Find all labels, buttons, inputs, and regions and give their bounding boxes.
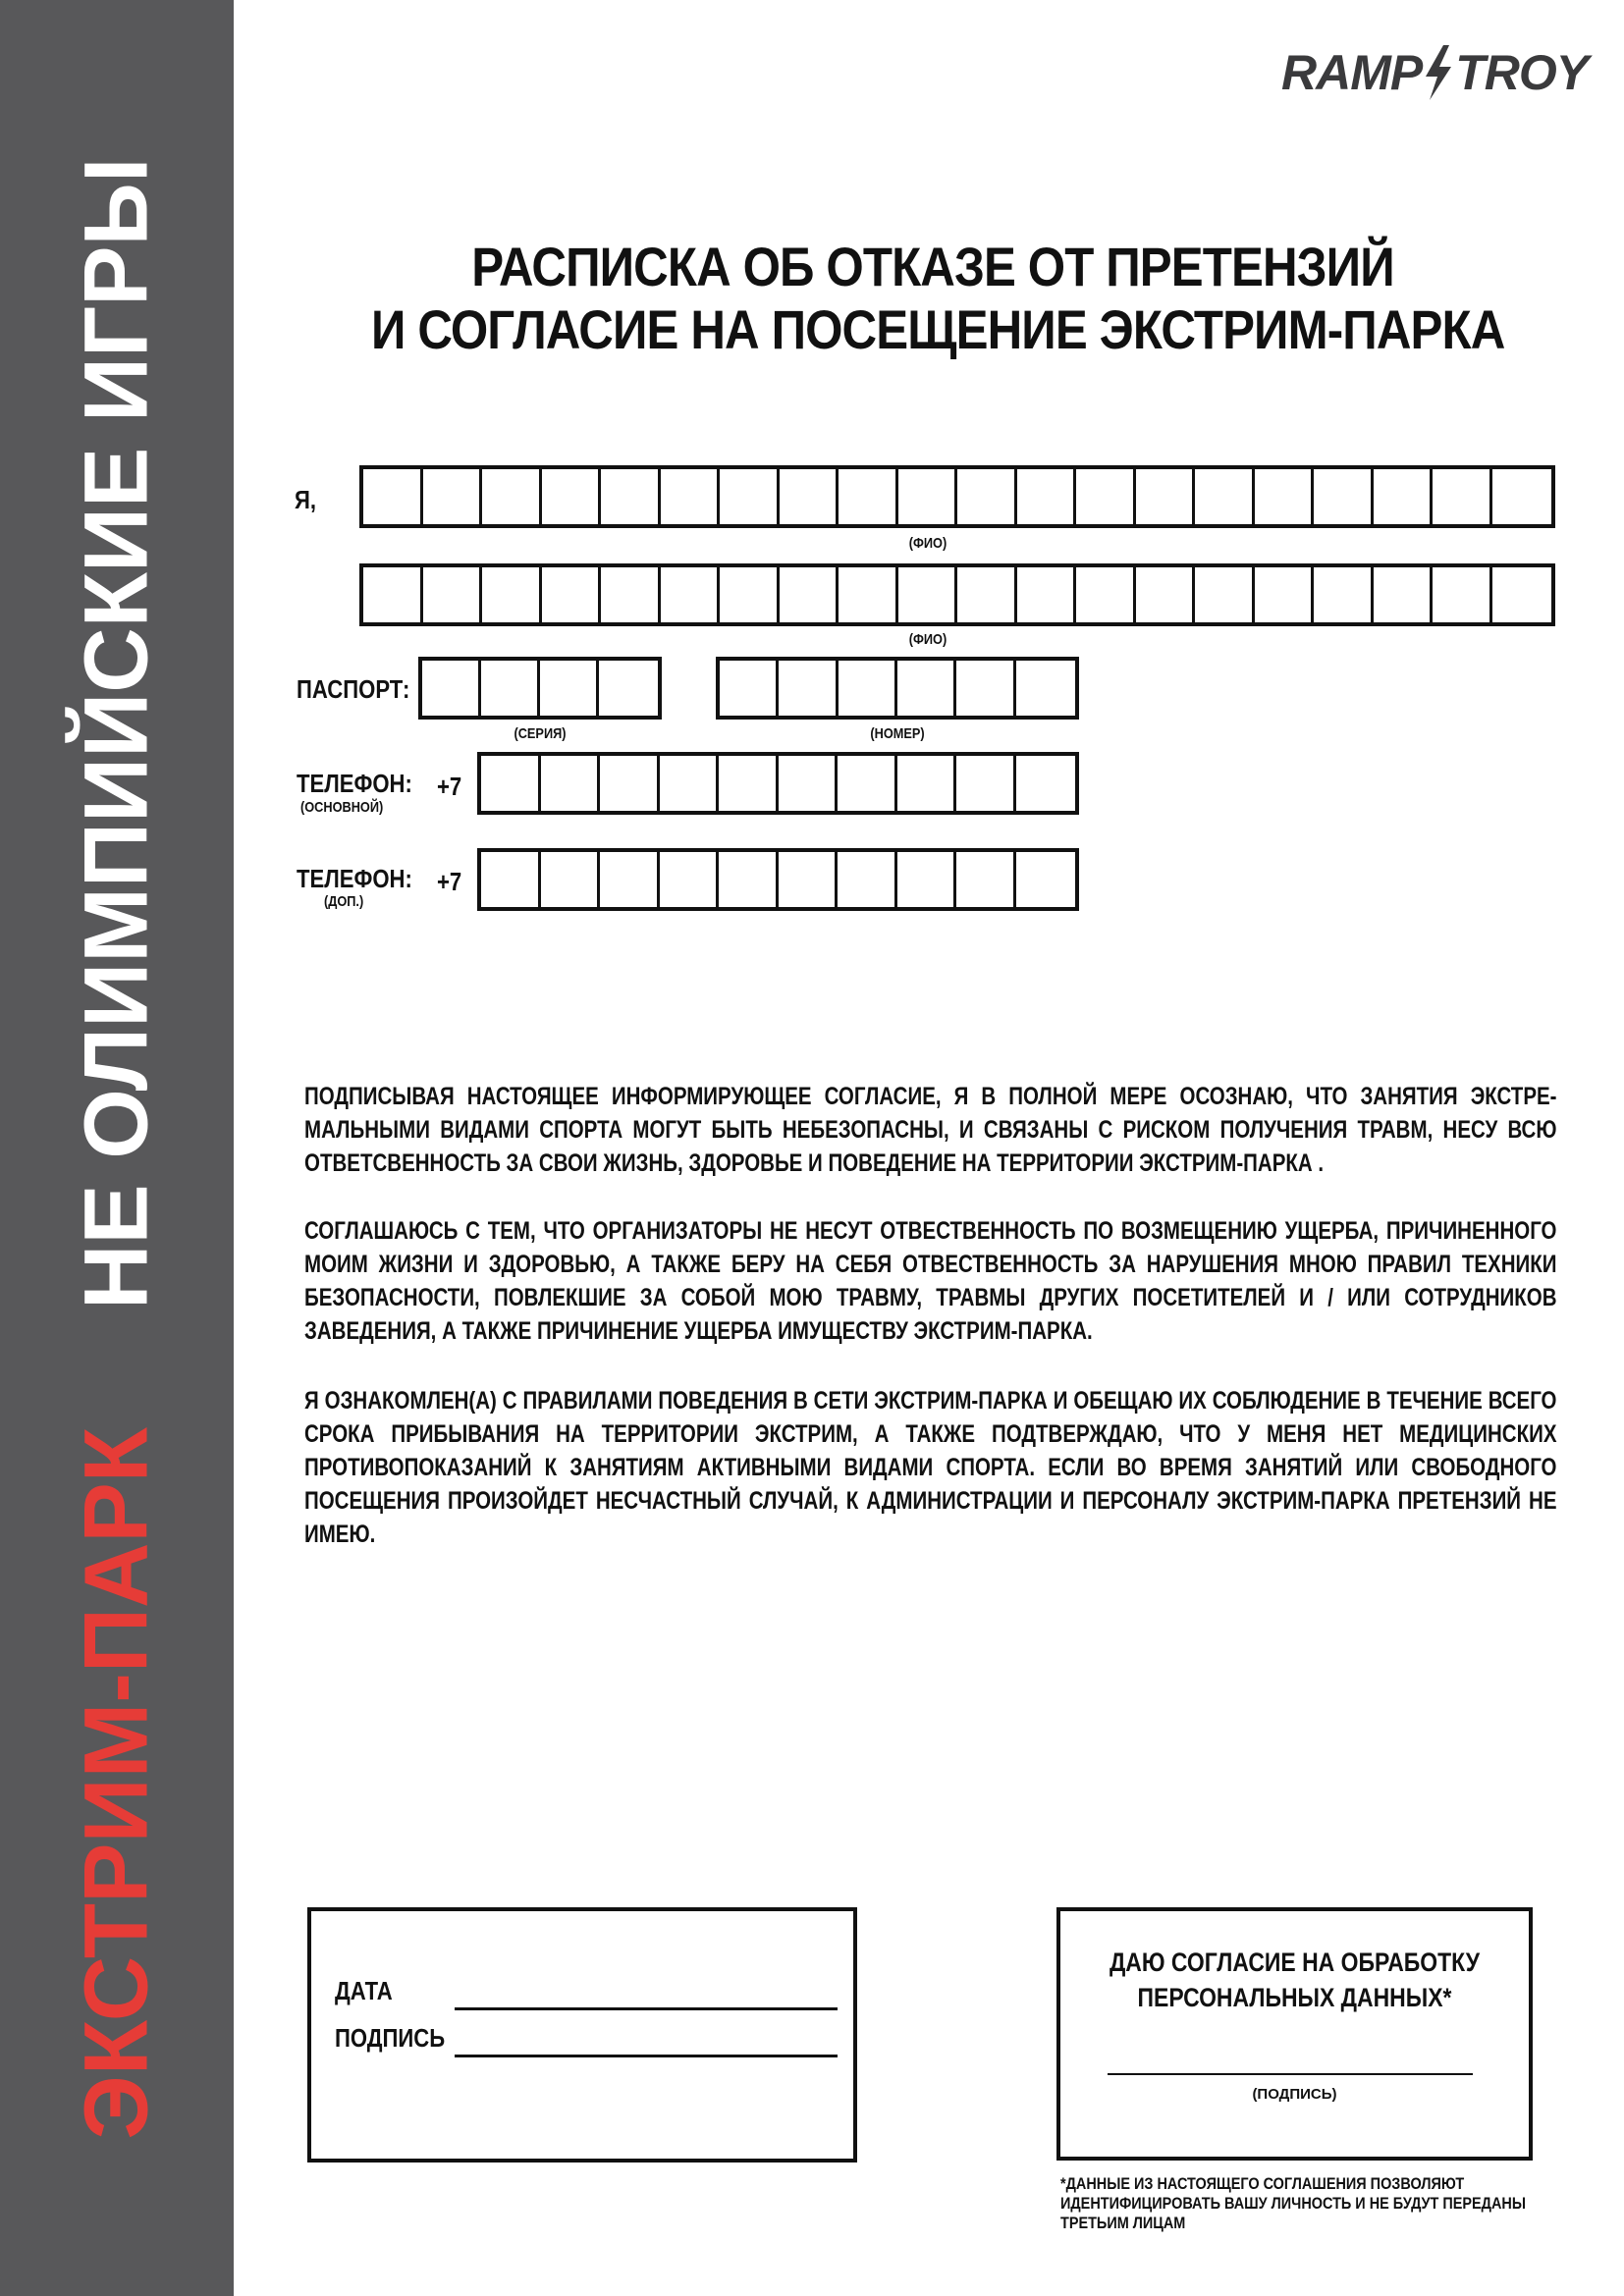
sidebar-text-red: ЭКСТРИМ-ПАРК <box>66 1427 167 2140</box>
logo <box>1281 43 1605 102</box>
phone-extra-sublabel: (ДОП.) <box>324 893 364 910</box>
sidebar-vertical-text <box>66 157 169 2139</box>
paragraph-2: СОГЛАШАЮСЬ С ТЕМ, ЧТО ОРГАНИЗАТОРЫ НЕ НЕСУТ ОТВЕСТВЕННОСТЬ ПО ВОЗМЕЩЕНИЮ УЩЕРБА, ПРИЧИНЕННОГО МОИМ ЖИЗНИ И ЗДОРОВЬЮ, А ТАКЖЕ БЕРУ НА СЕБЯ ОТВЕСТВЕННОСТЬ ЗА НАРУШЕНИЯ МНОЮ ПРАВИЛ ТЕХНИКИ БЕЗОПАСНОСТИ, ПОВЛЕКШИЕ ЗА СОБОЙ МОЮ ТРАВМУ, ТРАВМЫ ДРУГИХ ПОСЕТИТЕЛЕЙ И / ИЛИ СОТРУДНИКОВ ЗАВЕДЕНИЯ, А ТАКЖЕ ПРИЧИНЕНИЕ УЩЕРБА ИМУЩЕСТВУ ЭКСТРИМ-ПАРКА. <box>304 1217 1557 1345</box>
fio-input-row-1[interactable] <box>359 465 1555 528</box>
consent-box <box>1056 1907 1533 2161</box>
document-title <box>371 236 1505 361</box>
title-line-1: РАСПИСКА ОБ ОТКАЗЕ ОТ ПРЕТЕНЗИЙ <box>471 236 1394 297</box>
signature-box <box>307 1907 857 2163</box>
paragraph-3: Я ОЗНАКОМЛЕН(А) С ПРАВИЛАМИ ПОВЕДЕНИЯ В СЕТИ ЭКСТРИМ-ПАРКА И ОБЕЩАЮ ИХ СОБЛЮДЕНИЕ В ТЕЧЕНИЕ ВСЕГО СРОКА ПРИБЫВАНИЯ НА ТЕРРИТОРИИ ЭКСТРИМ, А ТАКЖЕ ПОДТВЕРЖДАЮ, ЧТО У МЕНЯ НЕТ МЕДИЦИНСКИХ ПРОТИВОПОКАЗАНИЙ К ЗАНЯТИЯМ АКТИВНЫМИ ВИДАМИ СПОРТА. ЕСЛИ ВО ВРЕМЯ ЗАНЯТИЙ ИЛИ СВОБОДНОГО ПОСЕЩЕНИЯ ПРОИЗОЙДЕТ НЕСЧАСТНЫЙ СЛУЧАЙ, К АДМИНИСТРАЦИИ И ПЕРСОНАЛУ ЭКСТРИМ-ПАРКА ПРЕТЕНЗИЙ НЕ ИМЕЮ. <box>304 1387 1557 1548</box>
signature-label: ПОДПИСЬ <box>335 2023 446 2053</box>
passport-number-input[interactable] <box>716 657 1079 720</box>
phone-extra-prefix: +7 <box>437 867 462 896</box>
number-caption: (НОМЕР) <box>870 725 925 742</box>
consent-footnote: *ДАННЫЕ ИЗ НАСТОЯЩЕГО СОГЛАШЕНИЯ ПОЗВОЛЯЮТ ИДЕНТИФИЦИРОВАТЬ ВАШУ ЛИЧНОСТЬ И НЕ БУДУТ ПЕРЕДАНЫ ТРЕТЬИМ ЛИЦАМ <box>1060 2174 1526 2232</box>
consent-title: ДАЮ СОГЛАСИЕ НА ОБРАБОТКУ ПЕРСОНАЛЬНЫХ ДАННЫХ* <box>1109 1948 1481 2012</box>
date-label: ДАТА <box>335 1976 393 2005</box>
phone-main-prefix: +7 <box>437 772 462 801</box>
consent-signature-caption: (ПОДПИСЬ) <box>1252 2086 1337 2103</box>
sidebar-band <box>0 0 234 2296</box>
fio-caption-1: (ФИО) <box>908 535 947 552</box>
sidebar-text-white: НЕ ОЛИМПИЙСКИЕ ИГРЫ <box>66 157 167 1310</box>
signature-field-line[interactable] <box>455 2055 838 2057</box>
phone-extra-label: ТЕЛЕФОН: <box>297 864 412 893</box>
fio-caption-2: (ФИО) <box>908 631 947 648</box>
date-field-line[interactable] <box>455 2007 838 2010</box>
phone-main-label: ТЕЛЕФОН: <box>297 769 412 798</box>
title-line-2: И СОГЛАСИЕ НА ПОСЕЩЕНИЕ ЭКСТРИМ-ПАРКА <box>371 298 1505 360</box>
lightning-bolt-icon <box>1420 43 1457 102</box>
paragraph-1: ПОДПИСЫВАЯ НАСТОЯЩЕЕ ИНФОРМИРУЮЩЕЕ СОГЛАСИЕ, Я В ПОЛНОЙ МЕРЕ ОСОЗНАЮ, ЧТО ЗАНЯТИЯ ЭКСТРЕ-МАЛЬНЫМИ ВИДАМИ СПОРТА МОГУТ БЫТЬ НЕБЕЗОПАСНЫ, И СВЯЗАНЫ С РИСКОМ ПОЛУЧЕНИЯ ТРАВМ, НЕСУ ВСЮ ОТВЕТСВЕННОСТЬ ЗА СВОИ ЖИЗНЬ, ЗДОРОВЬЕ И ПОВЕДЕНИЕ НА ТЕРРИТОРИИ ЭКСТРИМ-ПАРКА . <box>304 1083 1557 1177</box>
logo-text-part2: TROY <box>1455 45 1589 100</box>
phone-extra-input[interactable] <box>477 848 1079 911</box>
logo-text-part1: RAMP <box>1281 45 1423 100</box>
phone-main-input[interactable] <box>477 752 1079 815</box>
consent-signature-line[interactable] <box>1108 2073 1473 2075</box>
phone-main-sublabel: (ОСНОВНОЙ) <box>300 799 384 816</box>
passport-label: ПАСПОРТ: <box>297 674 410 704</box>
series-caption: (СЕРИЯ) <box>514 725 567 742</box>
fio-input-row-2[interactable] <box>359 563 1555 626</box>
name-label: Я, <box>295 485 317 514</box>
passport-series-input[interactable] <box>418 657 662 720</box>
